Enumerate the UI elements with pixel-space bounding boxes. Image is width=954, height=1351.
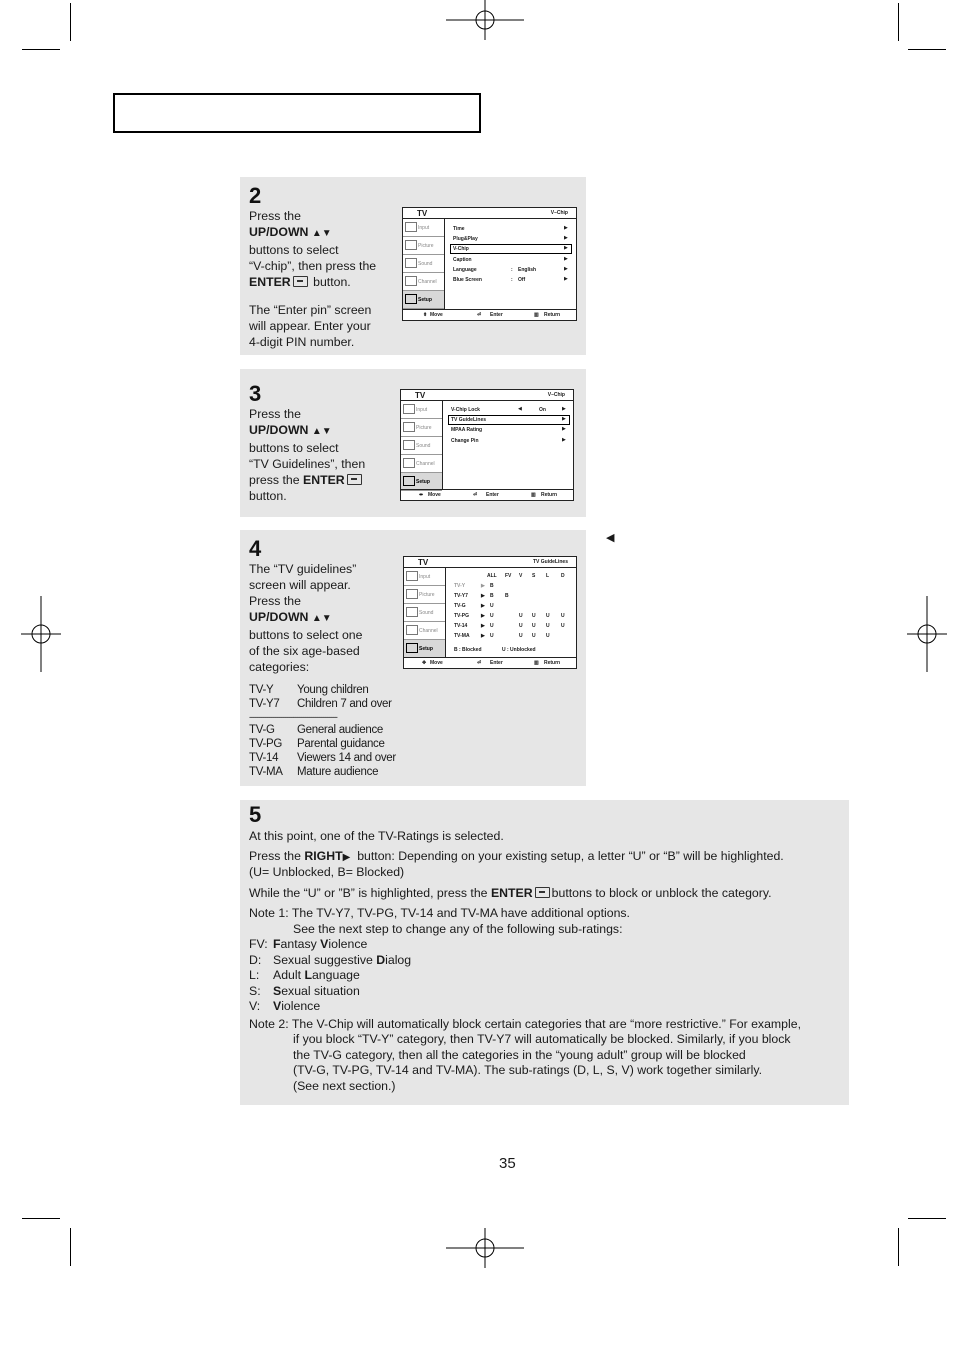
osd-cell: U <box>546 633 550 639</box>
enter-icon: ⏎ <box>473 492 478 498</box>
osd-source: TV <box>417 209 428 218</box>
osd-side-setup: Setup <box>403 291 444 309</box>
step-number: 3 <box>249 381 262 406</box>
arrow-right-icon: ▶ <box>481 613 485 619</box>
text-line: will appear. Enter your <box>249 319 371 333</box>
step-number: 4 <box>249 536 262 561</box>
text-line: While the “U” or ”B” is highlighted, press the ENTER buttons to block or unblock the category. <box>249 885 772 900</box>
osd-legend: U : Unblocked <box>502 647 536 653</box>
enter-icon: ⏎ <box>477 660 482 666</box>
text-line: button. <box>249 489 287 503</box>
crop-mark <box>70 1228 71 1266</box>
osd-menu-item: Language <box>453 267 477 273</box>
osd-rating-row: TV-Y <box>454 583 466 589</box>
step-3-instructions <box>249 406 399 504</box>
crop-mark <box>898 1228 899 1266</box>
osd-rating-row: TV-G <box>454 603 466 609</box>
osd-bottom-bar: ⬍ Move ⏎ Enter ▥ Return <box>403 309 576 320</box>
return-icon: ▥ <box>534 660 539 666</box>
text-line: UP/DOWN ▲▼ <box>249 610 332 624</box>
input-icon <box>403 404 415 414</box>
header-box <box>113 93 481 133</box>
subrating-row: D: Sexual suggestive Dialog <box>249 952 412 967</box>
move-icon: ⬌ <box>419 492 424 498</box>
osd-bottom-bar: ⬌ Move ⏎ Enter ▥ Return <box>401 489 573 500</box>
text-line: Press the <box>249 209 301 223</box>
osd-rating-row: TV-Y7 <box>454 593 468 599</box>
text-line: “V-chip”, then press the <box>249 259 377 273</box>
osd-col-header: S <box>532 573 536 579</box>
registration-mark-icon <box>446 1228 524 1268</box>
channel-icon <box>405 276 417 286</box>
osd-cell: U <box>532 613 536 619</box>
osd-side-picture: Picture <box>403 237 444 255</box>
text-line: if you block “TV-Y” category, then TV-Y7 will automatically be blocked. Similarly, if you block <box>293 1032 791 1046</box>
osd-rating-row: TV-MA <box>454 633 470 639</box>
move-icon: ⬍ <box>423 312 428 318</box>
input-icon <box>405 222 417 232</box>
osd-side-channel: Channel <box>404 622 445 640</box>
picture-icon <box>406 589 418 599</box>
osd-cell: U <box>561 613 565 619</box>
text-line: At this point, one of the TV-Ratings is selected. <box>249 829 504 843</box>
osd-cell: U <box>532 623 536 629</box>
osd-col-header: V <box>519 573 523 579</box>
osd-menu-item: Plug&Play <box>453 236 478 242</box>
text-line: 4-digit PIN number. <box>249 335 355 349</box>
osd-side-input: Input <box>404 568 445 586</box>
setup-icon <box>403 476 415 486</box>
text-line: ENTER button. <box>249 275 351 289</box>
osd-cell: B <box>490 593 494 599</box>
category-row: TV-14 Viewers 14 and over <box>249 752 396 764</box>
osd-side-sound: Sound <box>404 604 445 622</box>
category-row: TV-MA Mature audience <box>249 766 379 778</box>
osd-side-input: Input <box>401 401 442 419</box>
category-row: TV-PG Parental guidance <box>249 738 385 750</box>
osd-screen-vchip-submenu <box>400 389 574 501</box>
osd-menu-item: Blue Screen <box>453 277 482 283</box>
arrow-left-icon: ◀ <box>518 406 522 412</box>
osd-col-header: L <box>546 573 550 579</box>
osd-title: V–Chip <box>547 392 565 398</box>
osd-legend: B : Blocked <box>454 647 482 653</box>
picture-icon <box>405 240 417 250</box>
arrow-left-icon: ◀ <box>606 532 615 544</box>
osd-source: TV <box>418 558 429 567</box>
osd-menu-item-selected: V-Chip <box>453 246 469 252</box>
category-row: TV-G General audience <box>249 724 383 736</box>
osd-title: V–Chip <box>550 210 568 216</box>
sound-icon <box>405 258 417 268</box>
osd-cell: U <box>519 633 523 639</box>
osd-col-header: D <box>561 573 565 579</box>
sound-icon <box>406 607 418 617</box>
arrow-right-icon: ▶ <box>564 266 568 272</box>
input-icon <box>406 571 418 581</box>
page-number: 35 <box>499 1155 516 1172</box>
osd-sidebar <box>404 568 446 657</box>
text-line: buttons to select <box>249 441 339 455</box>
arrow-right-icon: ▶ <box>564 245 568 251</box>
enter-key-icon <box>347 474 362 485</box>
arrow-right-icon: ▶ <box>562 416 566 422</box>
osd-side-setup: Setup <box>404 640 445 658</box>
registration-mark-icon <box>21 596 61 672</box>
arrow-right-icon: ▶ <box>481 583 485 589</box>
osd-cell: U <box>532 633 536 639</box>
arrow-right-icon: ▶ <box>342 851 351 863</box>
picture-icon <box>403 422 415 432</box>
crop-mark <box>22 49 60 50</box>
crop-mark <box>22 1218 60 1219</box>
osd-screen-tv-guidelines <box>403 556 577 669</box>
text-line: of the six age-based <box>249 644 360 658</box>
osd-cell: U <box>490 633 494 639</box>
arrow-right-icon: ▶ <box>562 437 566 443</box>
crop-mark <box>908 49 946 50</box>
osd-cell: U <box>490 613 494 619</box>
osd-value: Off <box>518 277 526 283</box>
osd-menu-item: V-Chip Lock <box>451 407 480 413</box>
category-row: TV-Y Young children <box>249 684 369 696</box>
osd-col-header: FV <box>505 573 512 579</box>
osd-col-header: ALL <box>487 573 497 579</box>
setup-icon <box>406 643 418 653</box>
crop-mark <box>908 1218 946 1219</box>
osd-cell: U <box>546 623 550 629</box>
osd-cell: B <box>505 593 509 599</box>
step-2-instructions <box>249 208 409 350</box>
step-number: 5 <box>249 802 262 827</box>
osd-menu-item-selected: TV GuideLines <box>451 417 487 423</box>
osd-side-sound: Sound <box>401 437 442 455</box>
enter-key-icon <box>535 887 550 898</box>
arrow-right-icon: ▶ <box>564 235 568 241</box>
crop-mark <box>898 3 899 41</box>
osd-cell: U <box>490 603 494 609</box>
osd-title-bar <box>404 557 576 568</box>
osd-side-channel: Channel <box>403 273 444 291</box>
setup-icon <box>405 294 417 304</box>
up-down-arrows-icon: ▲▼ <box>311 228 332 239</box>
osd-menu-item: Time <box>453 226 465 232</box>
osd-title-bar <box>403 208 576 219</box>
text-line: (U= Unblocked, B= Blocked) <box>249 865 405 879</box>
osd-bottom-bar: ✥ Move ⏎ Enter ▥ Return <box>404 657 576 668</box>
arrow-right-icon: ▶ <box>481 633 485 639</box>
osd-cell: U <box>490 623 494 629</box>
text-line: UP/DOWN ▲▼ <box>249 225 332 239</box>
text-line: (See next section.) <box>293 1078 396 1093</box>
osd-side-setup: Setup <box>401 473 442 491</box>
up-down-arrows-icon: ▲▼ <box>311 426 332 437</box>
text-line: Note 2: The V-Chip will automatically block certain categories that are “more restrictive.” For example, <box>249 1016 801 1031</box>
subrating-row: V: Violence <box>249 999 321 1013</box>
subrating-row: S: Sexual situation <box>249 983 360 998</box>
osd-value: On <box>539 407 546 413</box>
step-4-instructions <box>249 561 399 675</box>
osd-title: TV GuideLines <box>532 559 568 565</box>
registration-mark-icon <box>446 0 524 40</box>
registration-mark-icon <box>907 596 947 672</box>
text-line: screen will appear. <box>249 578 351 592</box>
osd-side-input: Input <box>403 219 444 237</box>
osd-title-bar <box>401 390 573 401</box>
arrow-right-icon: ▶ <box>564 276 568 282</box>
text-line: Press the RIGHT▶ button: Depending on your existing setup, a letter “U” or “B” will be highlighted. <box>249 848 784 863</box>
osd-side-picture: Picture <box>404 586 445 604</box>
arrow-right-icon: ▶ <box>481 593 485 599</box>
channel-icon <box>406 625 418 635</box>
return-icon: ▥ <box>534 312 539 318</box>
osd-cell: U <box>546 613 550 619</box>
crop-mark <box>70 3 71 41</box>
text-line: “TV Guidelines”, then <box>249 457 366 471</box>
enter-key-icon <box>293 276 308 287</box>
return-icon: ▥ <box>531 492 536 498</box>
osd-source: TV <box>415 391 426 400</box>
divider: -------------------------------------------- <box>249 712 337 722</box>
arrow-right-icon: ▶ <box>562 426 566 432</box>
category-row: TV-Y7 Children 7 and over <box>249 698 392 710</box>
osd-cell: U <box>519 623 523 629</box>
osd-cell: B <box>490 583 494 589</box>
arrow-right-icon: ▶ <box>481 623 485 629</box>
arrow-right-icon: ▶ <box>564 225 568 231</box>
osd-side-picture: Picture <box>401 419 442 437</box>
up-down-arrows-icon: ▲▼ <box>311 613 332 624</box>
arrow-right-icon: ▶ <box>562 406 566 412</box>
move-icon: ✥ <box>422 660 427 666</box>
osd-menu-item: Caption <box>453 257 472 263</box>
osd-screen-vchip-menu <box>402 207 577 321</box>
text-line: buttons to select <box>249 243 339 257</box>
text-line: press the ENTER <box>249 472 399 488</box>
text-line: the TV-G category, then all the categories in the “young adult” group will be blocked <box>293 1047 746 1062</box>
arrow-right-icon: ▶ <box>564 256 568 262</box>
category-list <box>249 683 396 779</box>
arrow-right-icon: ▶ <box>481 603 485 609</box>
text-line: Note 1: The TV-Y7, TV-PG, TV-14 and TV-MA have additional options. <box>249 906 630 920</box>
osd-side-sound: Sound <box>403 255 444 273</box>
osd-sidebar <box>401 401 443 489</box>
subrating-row: L: Adult Language <box>249 968 360 982</box>
osd-cell: U <box>519 613 523 619</box>
subrating-row: FV: Fantasy Violence <box>249 937 368 951</box>
osd-cell: U <box>561 623 565 629</box>
channel-icon <box>403 458 415 468</box>
text-line: buttons to select one <box>249 628 363 642</box>
osd-value: English <box>518 267 537 273</box>
osd-colon: : <box>511 267 513 273</box>
text-line: categories: <box>249 660 310 674</box>
osd-menu-item: Change Pin <box>451 438 479 444</box>
sound-icon <box>403 440 415 450</box>
step-number: 2 <box>249 183 262 208</box>
text-line: (TV-G, TV-PG, TV-14 and TV-MA). The sub-ratings (D, L, S, V) work together similarly. <box>293 1063 763 1077</box>
text-line: The “Enter pin” screen <box>249 303 372 317</box>
osd-colon: : <box>511 277 513 283</box>
text-line: The “TV guidelines” <box>249 562 357 576</box>
text-line: UP/DOWN ▲▼ <box>249 423 332 437</box>
osd-sidebar <box>403 219 445 309</box>
osd-rating-row: TV-PG <box>454 613 470 619</box>
step-5-text <box>249 829 844 1094</box>
enter-icon: ⏎ <box>477 312 482 318</box>
osd-rating-row: TV-14 <box>454 623 468 629</box>
text-line: Press the <box>249 407 301 421</box>
osd-menu-item: MPAA Rating <box>451 427 483 433</box>
text-line: See the next step to change any of the following sub-ratings: <box>293 921 623 936</box>
text-line: Press the <box>249 594 301 608</box>
osd-side-channel: Channel <box>401 455 442 473</box>
